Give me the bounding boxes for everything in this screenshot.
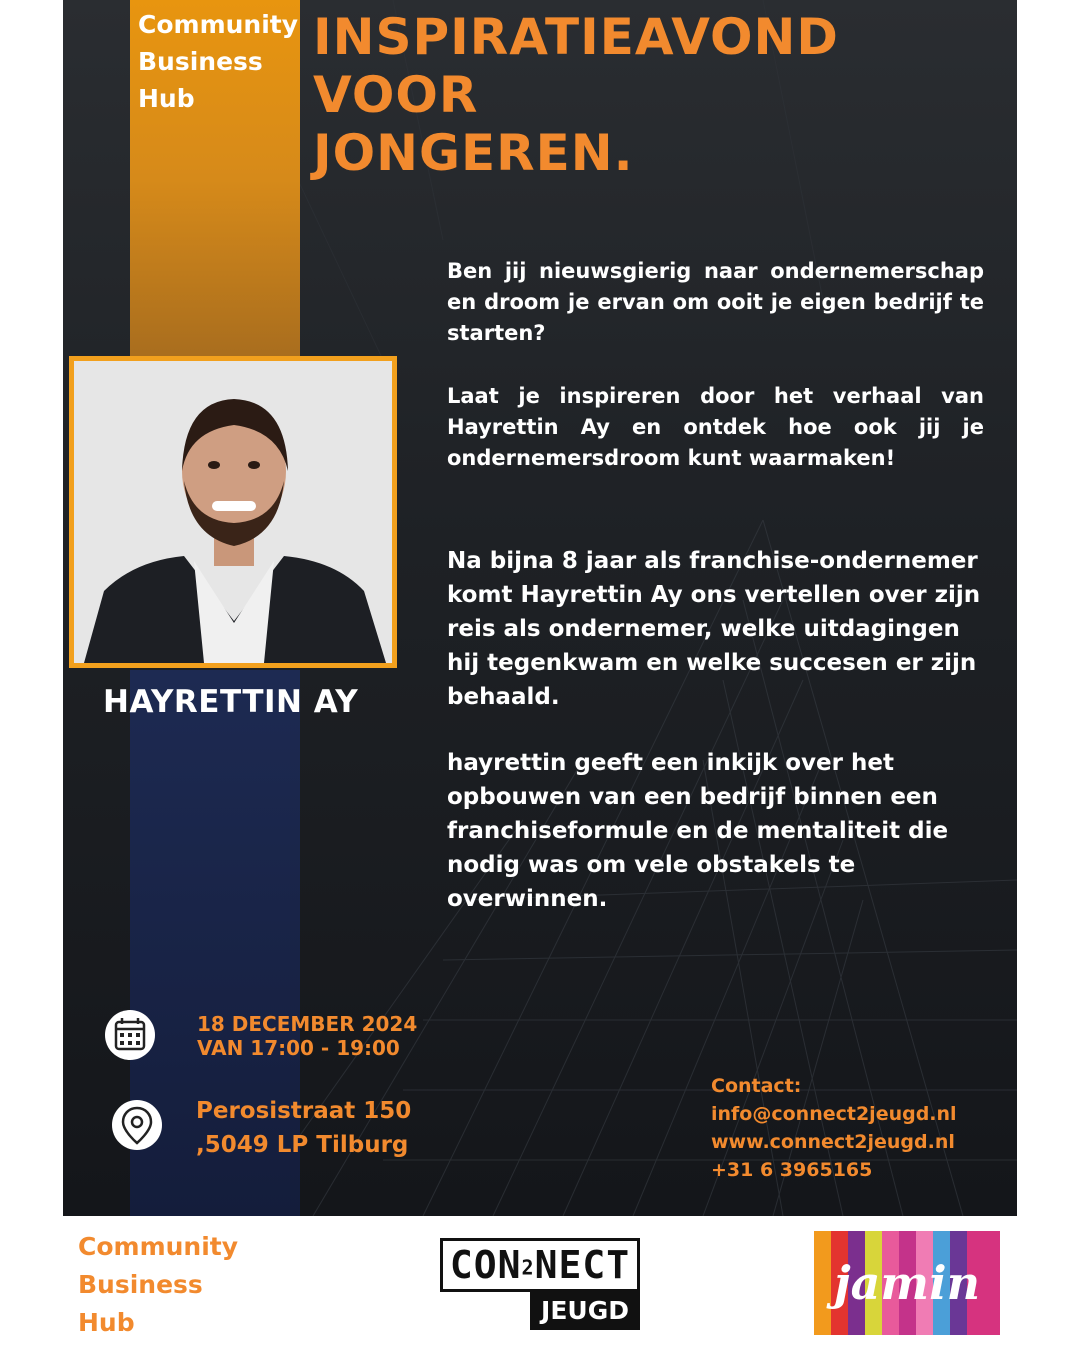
insight-paragraph: hayrettin geeft een inkijk over het opbouwen van een bedrijf binnen een franchiseformule en de mentaliteit die nodig was om vele obstakels te overwinnen. (447, 750, 949, 912)
jamin-logo (814, 1231, 1000, 1335)
calendar-icon (105, 1010, 155, 1060)
speaker-story-paragraph: Na bijna 8 jaar als franchise-ondernemer komt Hayrettin Ay ons vertellen over zijn reis als ondernemer, welke uitdagingen hij tegenkwam en welke succesen er zijn behaald. (447, 548, 981, 710)
event-title: INSPIRATIEAVOND VOOR JONGEREN. (313, 8, 839, 182)
event-address: Perosistraat 150 ,5049 LP Tilburg (196, 1098, 412, 1158)
speaker-portrait-illustration (74, 361, 392, 663)
intro-paragraph: Ben jij nieuwsgierig naar ondernemerschap en droom je ervan om ooit je eigen bedrijf te starten? (447, 259, 984, 345)
jamin-logo-text: jamin (833, 1256, 981, 1310)
inspire-paragraph: Laat je inspireren door het verhaal van Hayrettin Ay en ontdek hoe ook jij je ondernemersdroom kunt waarmaken! (447, 384, 984, 470)
contact-website[interactable]: www.connect2jeugd.nl (711, 1131, 955, 1153)
contact-label: Contact: (711, 1075, 802, 1097)
contact-phone[interactable]: +31 6 3965165 (711, 1159, 873, 1181)
contact-email[interactable]: info@connect2jeugd.nl (711, 1103, 957, 1125)
connect2jeugd-logo: CON2NECT JEUGD (440, 1238, 640, 1334)
location-pin-icon (112, 1100, 162, 1150)
event-datetime: 18 DECEMBER 2024 VAN 17:00 - 19:00 (197, 1012, 418, 1060)
connect-logo-digit: 2 (521, 1255, 535, 1280)
speaker-photo (69, 356, 397, 668)
contact-info (711, 1072, 957, 1184)
brand-name-top: Community Business Hub (138, 10, 299, 113)
poster-background (63, 0, 1017, 1216)
brand-name-bottom: Community Business Hub (78, 1232, 239, 1337)
speaker-name: HAYRETTIN AY (103, 684, 359, 720)
